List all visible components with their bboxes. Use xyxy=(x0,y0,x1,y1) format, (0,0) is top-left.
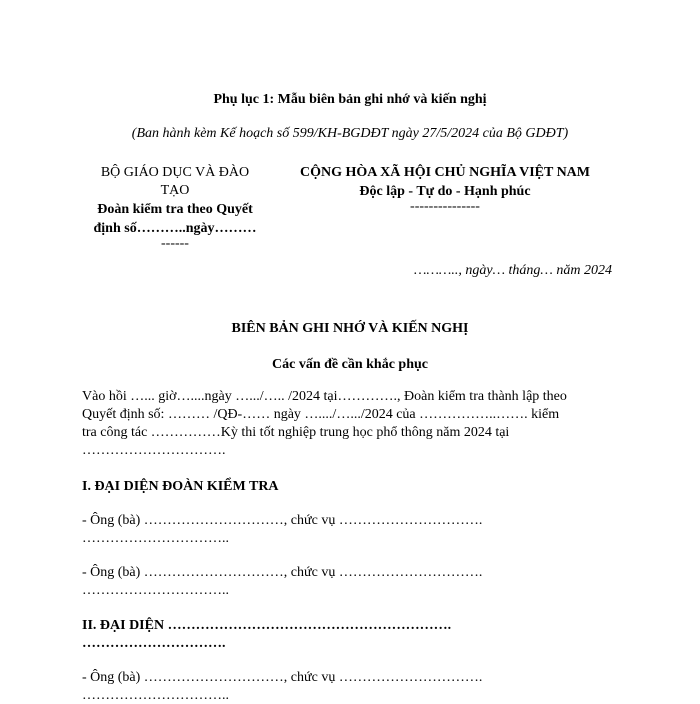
ministry-name-line1: BỘ GIÁO DỤC VÀ ĐÀO xyxy=(100,165,250,180)
section-1-entry-2-line2: ………………………….. xyxy=(82,583,229,598)
date-line: ……….., ngày… tháng… năm 2024 xyxy=(414,263,612,278)
inspection-team-line1: Đoàn kiểm tra theo Quyết xyxy=(97,202,253,217)
section-2-entry-1-line2: ………………………….. xyxy=(82,688,229,703)
section-2-heading-line1: II. ĐẠI DIỆN ……………………………………………………. xyxy=(82,618,452,633)
issued-note: (Ban hành kèm Kế hoạch số 599/KH-BGDĐT ngày 27/5/2024 của Bộ GDĐT) xyxy=(131,126,569,141)
intro-line-2: Quyết định số: ……… /QĐ-…… ngày …..../….../2024 của ……………..……. kiểm xyxy=(82,407,560,422)
intro-line-4: …………………………. xyxy=(82,443,226,458)
section-1-entry-1-line2: ………………………….. xyxy=(82,531,229,546)
document-subtitle: Các vấn đề cần khắc phục xyxy=(272,357,428,372)
intro-line-3: tra công tác ……………Kỳ thi tốt nghiệp trung học phổ thông năm 2024 tại xyxy=(82,425,510,440)
section-2-heading-line2: …………………………. xyxy=(82,636,226,651)
section-1-heading: I. ĐẠI DIỆN ĐOÀN KIỂM TRA xyxy=(82,479,279,494)
ministry-name-line2: TẠO xyxy=(160,183,190,198)
section-2-entry-1-line1: - Ông (bà) …………………………, chức vụ …………………………. xyxy=(82,670,483,685)
country-name: CỘNG HÒA XÃ HỘI CHỦ NGHĨA VIỆT NAM xyxy=(299,165,590,180)
section-1-entry-2-line1: - Ông (bà) …………………………, chức vụ …………………………. xyxy=(82,565,483,580)
appendix-title: Phụ lục 1: Mẫu biên bản ghi nhớ và kiến nghị xyxy=(213,92,487,107)
left-header-rule: ------ xyxy=(161,236,189,251)
document-title: BIÊN BẢN GHI NHỚ VÀ KIẾN NGHỊ xyxy=(231,321,469,336)
right-header-rule: --------------- xyxy=(410,199,480,214)
national-motto: Độc lập - Tự do - Hạnh phúc xyxy=(359,184,531,199)
intro-line-1: Vào hồi …... giờ…....ngày ….../….. /2024 tại…………., Đoàn kiểm tra thành lập theo xyxy=(82,389,567,404)
inspection-team-line2: định số………..ngày……… xyxy=(93,221,257,236)
section-1-entry-1-line1: - Ông (bà) …………………………, chức vụ …………………………. xyxy=(82,513,483,528)
